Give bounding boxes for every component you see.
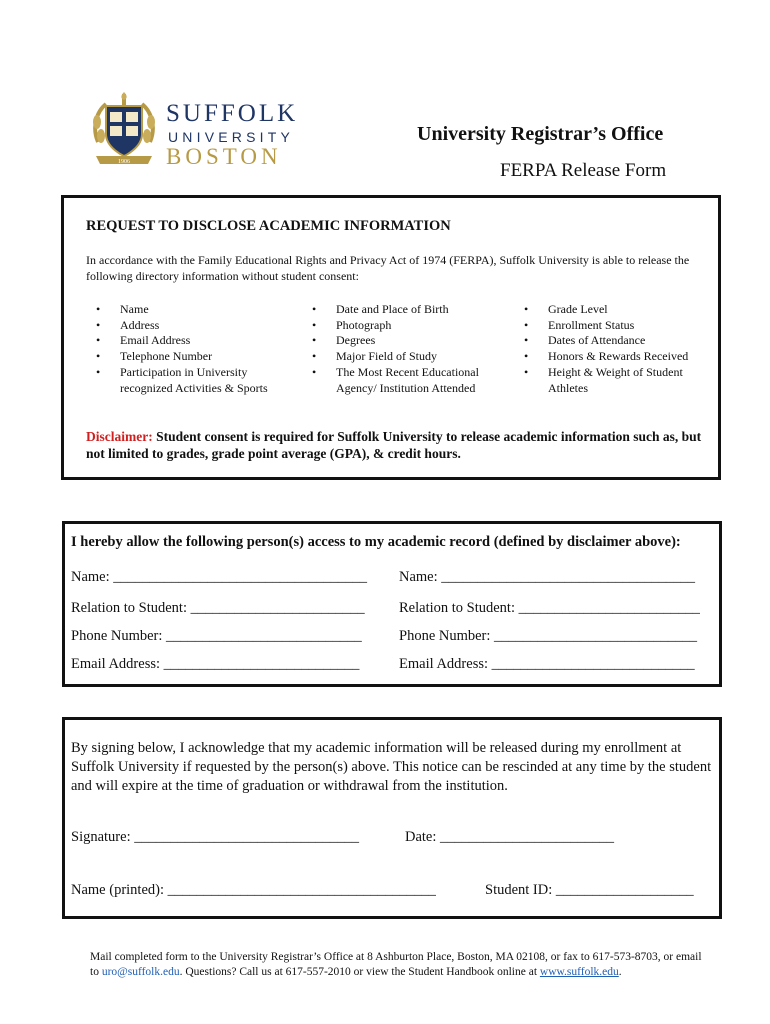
list-item: • Participation in University recognized Activities & Sports	[86, 365, 286, 396]
disclaimer-text: Student consent is required for Suffolk University to release academic information such as, but not limited to grades, grade point average (GPA), & credit hours.	[86, 429, 702, 461]
name-printed-field[interactable]: Name (printed): _____________________________________	[71, 882, 436, 898]
directory-info-list-3	[514, 302, 704, 396]
svg-text:1906: 1906	[118, 159, 130, 165]
list-item: • Name	[86, 302, 286, 318]
footer-text: . Questions? Call us at 617-557-2010 or view the Student Handbook online at	[179, 966, 540, 978]
logo-boston-text: BOSTON	[166, 144, 282, 169]
person2-relation-field[interactable]: Relation to Student: _________________________	[399, 600, 700, 616]
signature-field[interactable]: Signature: _______________________________	[71, 829, 359, 845]
disclosure-info-section	[61, 195, 721, 480]
list-item: • Address	[86, 318, 286, 334]
acknowledgement-paragraph: By signing below, I acknowledge that my academic information will be released during my enrollment at Suffolk University if requested by the person(s) above. This notice can be rescinded at any time by the student and will expire at the time of graduation or withdrawal from the institution.	[71, 740, 712, 794]
directory-info-list-2	[302, 302, 492, 396]
list-item: • Enrollment Status	[514, 318, 704, 334]
signature-section	[62, 717, 722, 919]
student-id-field[interactable]: Student ID: ___________________	[485, 882, 694, 898]
authorized-persons-section	[62, 521, 722, 687]
list-item: • Dates of Attendance	[514, 333, 704, 349]
person1-name-field[interactable]: Name: ___________________________________	[71, 569, 368, 585]
disclaimer	[86, 428, 706, 462]
person1-phone-field[interactable]: Phone Number: ___________________________	[71, 628, 362, 644]
intro-paragraph: In accordance with the Family Educational Rights and Privacy Act of 1974 (FERPA), Suffolk University is able to release the following directory information without student consent:	[86, 253, 690, 283]
disclaimer-label: Disclaimer:	[86, 429, 153, 444]
logo-suffolk-text: SUFFOLK	[166, 100, 299, 127]
logo-university-text: UNIVERSITY	[168, 129, 295, 145]
section-title: I hereby allow the following person(s) access to my academic record (defined by disclaimer above):	[71, 534, 681, 550]
person2-email-field[interactable]: Email Address: ____________________________	[399, 656, 695, 672]
email-link[interactable]: uro@suffolk.edu	[101, 966, 180, 978]
date-field[interactable]: Date: ________________________	[405, 829, 615, 845]
list-item: • Major Field of Study	[302, 349, 492, 365]
list-item: • Telephone Number	[86, 349, 286, 365]
page-subtitle: FERPA Release Form	[500, 160, 667, 181]
list-item: • Honors & Rewards Received	[514, 349, 704, 365]
section-title: REQUEST TO DISCLOSE ACADEMIC INFORMATION	[86, 218, 451, 234]
list-item: • Grade Level	[514, 302, 704, 318]
list-item: • The Most Recent Educational Agency/ Institution Attended	[302, 365, 492, 396]
website-link[interactable]: www.suffolk.edu	[539, 966, 619, 978]
page-title: University Registrar’s Office	[417, 123, 664, 145]
university-seal-icon	[88, 92, 160, 172]
list-item: • Height & Weight of Student Athletes	[514, 365, 704, 396]
suffolk-logo	[88, 92, 308, 172]
footer-note	[90, 950, 710, 980]
person2-phone-field[interactable]: Phone Number: ____________________________	[399, 628, 698, 644]
list-item: • Email Address	[86, 333, 286, 349]
person2-name-field[interactable]: Name: ___________________________________	[399, 569, 696, 585]
list-item: • Date and Place of Birth	[302, 302, 492, 318]
footer-text: Mail completed form to the University Registrar’s Office at 8 Ashburton Place, Boston, MA 02108, or fax to 617-573-8703, or email to	[90, 951, 702, 978]
list-item: • Photograph	[302, 318, 492, 334]
person1-relation-field[interactable]: Relation to Student: ________________________	[71, 600, 365, 616]
directory-info-list-1	[86, 302, 286, 396]
person1-email-field[interactable]: Email Address: ___________________________	[71, 656, 360, 672]
list-item: • Degrees	[302, 333, 492, 349]
footer-text: .	[618, 966, 622, 978]
